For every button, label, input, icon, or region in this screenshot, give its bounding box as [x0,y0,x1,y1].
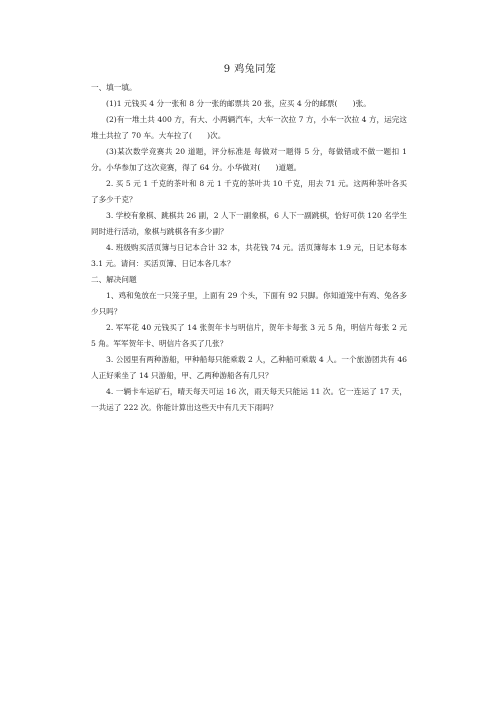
problem-2: 2. 军军花 40 元钱买了 14 张贺年卡与明信片，贺年卡每张 3 元 5 角，明信片每张 2 元 5 角。军军贺年卡、明信片各买了几张？ [91,323,407,348]
document-body [91,80,407,416]
section-heading: 一、填一填。 [91,83,137,92]
page-title: 9 鸡兔同笼 [223,64,277,75]
problem-1: 1、鸡和兔放在一只笼子里，上面有 29 个头，下面有 92 只脚。你知道笼中有鸡、兔各多少只吗？ [91,291,407,316]
question-1-3: (3)某次数学竞赛共 20 道题，评分标准是 每做对一题得 5 分，每做错或不做一题扣 1 分。小华参加了这次竞赛，得了 64 分。小华做对( )道题。 [91,147,407,172]
question-3: 3. 学校有象棋、跳棋共 26 副，2 人下一副象棋，6 人下一副跳棋，恰好可供 120 名学生同时进行活动，象棋与跳棋各有多少副？ [91,211,407,236]
problem-4: 4. 一辆卡车运矿石，晴天每天可运 16 次，雨天每天只能运 11 次。它一连运了 17 天，一共运了 222 次。你能计算出这些天中有几天下雨吗？ [91,387,407,412]
problem-3: 3. 公园里有两种游船，甲种船每只能乘载 2 人，乙种船可乘载 4 人。一个旅游团共有 46 人正好乘坐了 14 只游船，甲、乙两种游船各有几只？ [91,355,407,380]
question-4: 4. 班级购买活页簿与日记本合计 32 本，共花钱 74 元。活页簿每本 1.9 元，日记本每本 3.1 元。请问：买活页簿、日记本各几本？ [91,243,407,268]
section-problem-solving [91,272,407,416]
section-heading: 二、解决问题 [91,275,137,284]
question-2: 2. 买 5 元 1 千克的茶叶和 8 元 1 千克的茶叶共 10 千克，用去 71 元。这两种茶叶各买了多少千克？ [91,179,407,204]
question-1-1: (1)1 元钱买 4 分一张和 8 分一张的邮票共 20 张，应买 4 分的邮票( )张。 [106,99,371,108]
section-fill-in [91,80,407,272]
question-1-2: (2)有一堆土共 400 方，有大、小两辆汽车，大车一次拉 7 方，小车一次拉 4 方，运完这堆土共拉了 70 车。大车拉了( )次。 [91,115,407,140]
